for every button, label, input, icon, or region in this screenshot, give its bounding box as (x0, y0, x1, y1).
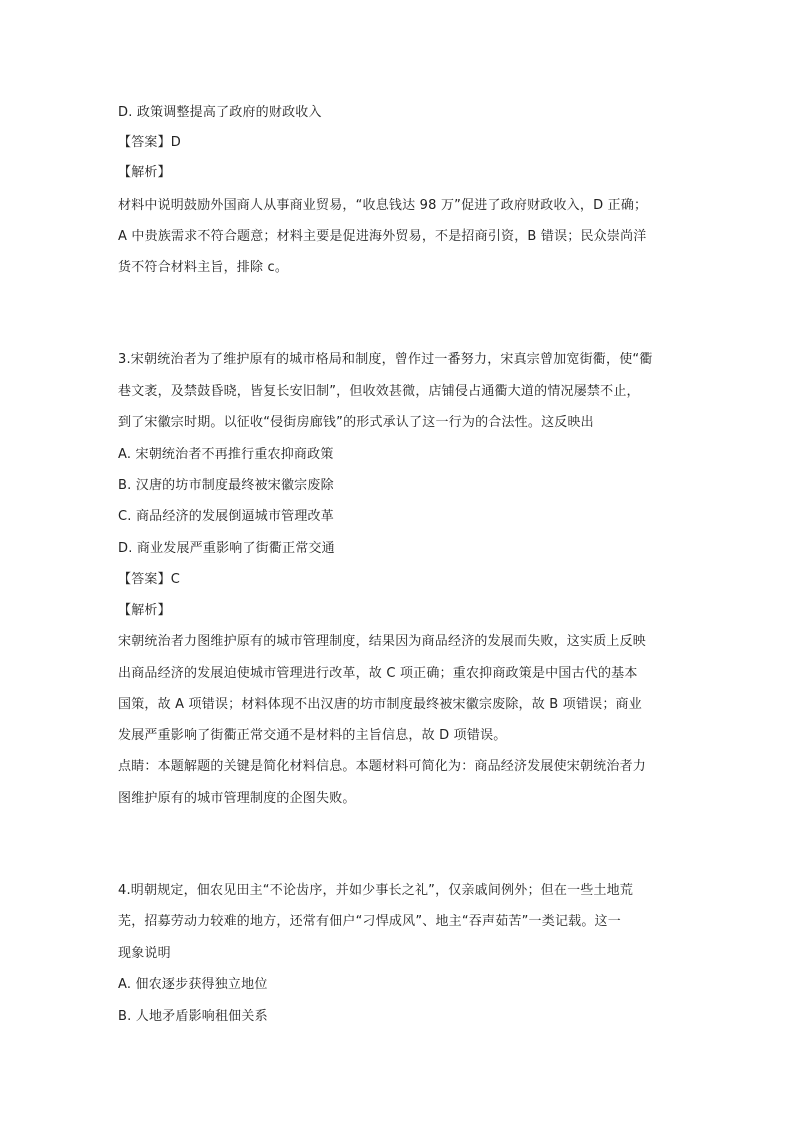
q2-analysis-line-3: 货不符合材料主旨，排除 c。 (118, 260, 289, 275)
q4-stem-line-2: 芜，招募劳动力较难的地方，还常有佃户“刁悍成风”、地主“吞声茹苦”一类记载。这一 (118, 914, 621, 929)
q4-option-a: A. 佃农逐步获得独立地位 (118, 977, 268, 992)
q3-analysis-line-4: 发展严重影响了街衢正常交通不是材料的主旨信息，故 D 项错误。 (118, 728, 507, 743)
q3-stem-line-1: 3.宋朝统治者为了维护原有的城市格局和制度，曾作过一番努力，宋真宗曾加宽街衢，使“衢 (118, 352, 653, 367)
q3-stem-line-3: 到了宋徽宗时期。以征收“侵街房廊钱”的形式承认了这一行为的合法性。这反映出 (118, 415, 594, 430)
q3-analysis-line-3: 国策，故 A 项错误；材料体现不出汉唐的坊市制度最终被宋徽宗废除，故 B 项错误；商业 (118, 697, 642, 712)
q3-stem-line-2: 巷文袤，及禁鼓昏晓，皆复长安旧制”，但收效甚微，店铺侵占通衢大道的情况屡禁不止， (118, 384, 640, 399)
q3-option-b: B. 汉唐的坊市制度最终被宋徽宗废除 (118, 478, 334, 493)
q3-option-c: C. 商品经济的发展倒逼城市管理改革 (118, 509, 334, 524)
q3-option-a: A. 宋朝统治者不再推行重农抑商政策 (118, 447, 334, 462)
q2-analysis-line-1: 材料中说明鼓励外国商人从事商业贸易，“收息钱达 98 万”促进了政府财政收入，D 正确； (118, 198, 648, 213)
q3-analysis-line-2: 出商品经济的发展迫使城市管理进行改革，故 C 项正确；重农抑商政策是中国古代的基本 (118, 666, 638, 681)
q4-stem-line-1: 4.明朝规定，佃农见田主“不论齿序，并如少事长之礼”，仅亲戚间例外；但在一些土地荒 (118, 883, 634, 898)
q2-answer: 【答案】D (118, 135, 182, 150)
q3-answer: 【答案】C (118, 572, 181, 587)
q2-analysis-line-2: A 中贵族需求不符合题意；材料主要是促进海外贸易，不是招商引资，B 错误；民众崇尚洋 (118, 229, 647, 244)
q2-analysis-label: 【解析】 (118, 165, 171, 180)
q3-analysis-line-1: 宋朝统治者力图维护原有的城市管理制度，结果因为商品经济的发展而失败，这实质上反映 (118, 634, 647, 649)
q3-tips-line-2: 图维护原有的城市管理制度的企图失败。 (118, 791, 356, 806)
q4-stem-line-3: 现象说明 (118, 946, 171, 961)
q4-option-b: B. 人地矛盾影响租佃关系 (118, 1009, 268, 1024)
q2-option-d: D. 政策调整提高了政府的财政收入 (118, 105, 322, 120)
q3-tips-line-1: 点睛：本题解题的关键是简化材料信息。本题材料可简化为：商品经济发展使宋朝统治者力 (118, 759, 647, 774)
q3-option-d: D. 商业发展严重影响了街衢正常交通 (118, 541, 335, 556)
q3-analysis-label: 【解析】 (118, 603, 171, 618)
